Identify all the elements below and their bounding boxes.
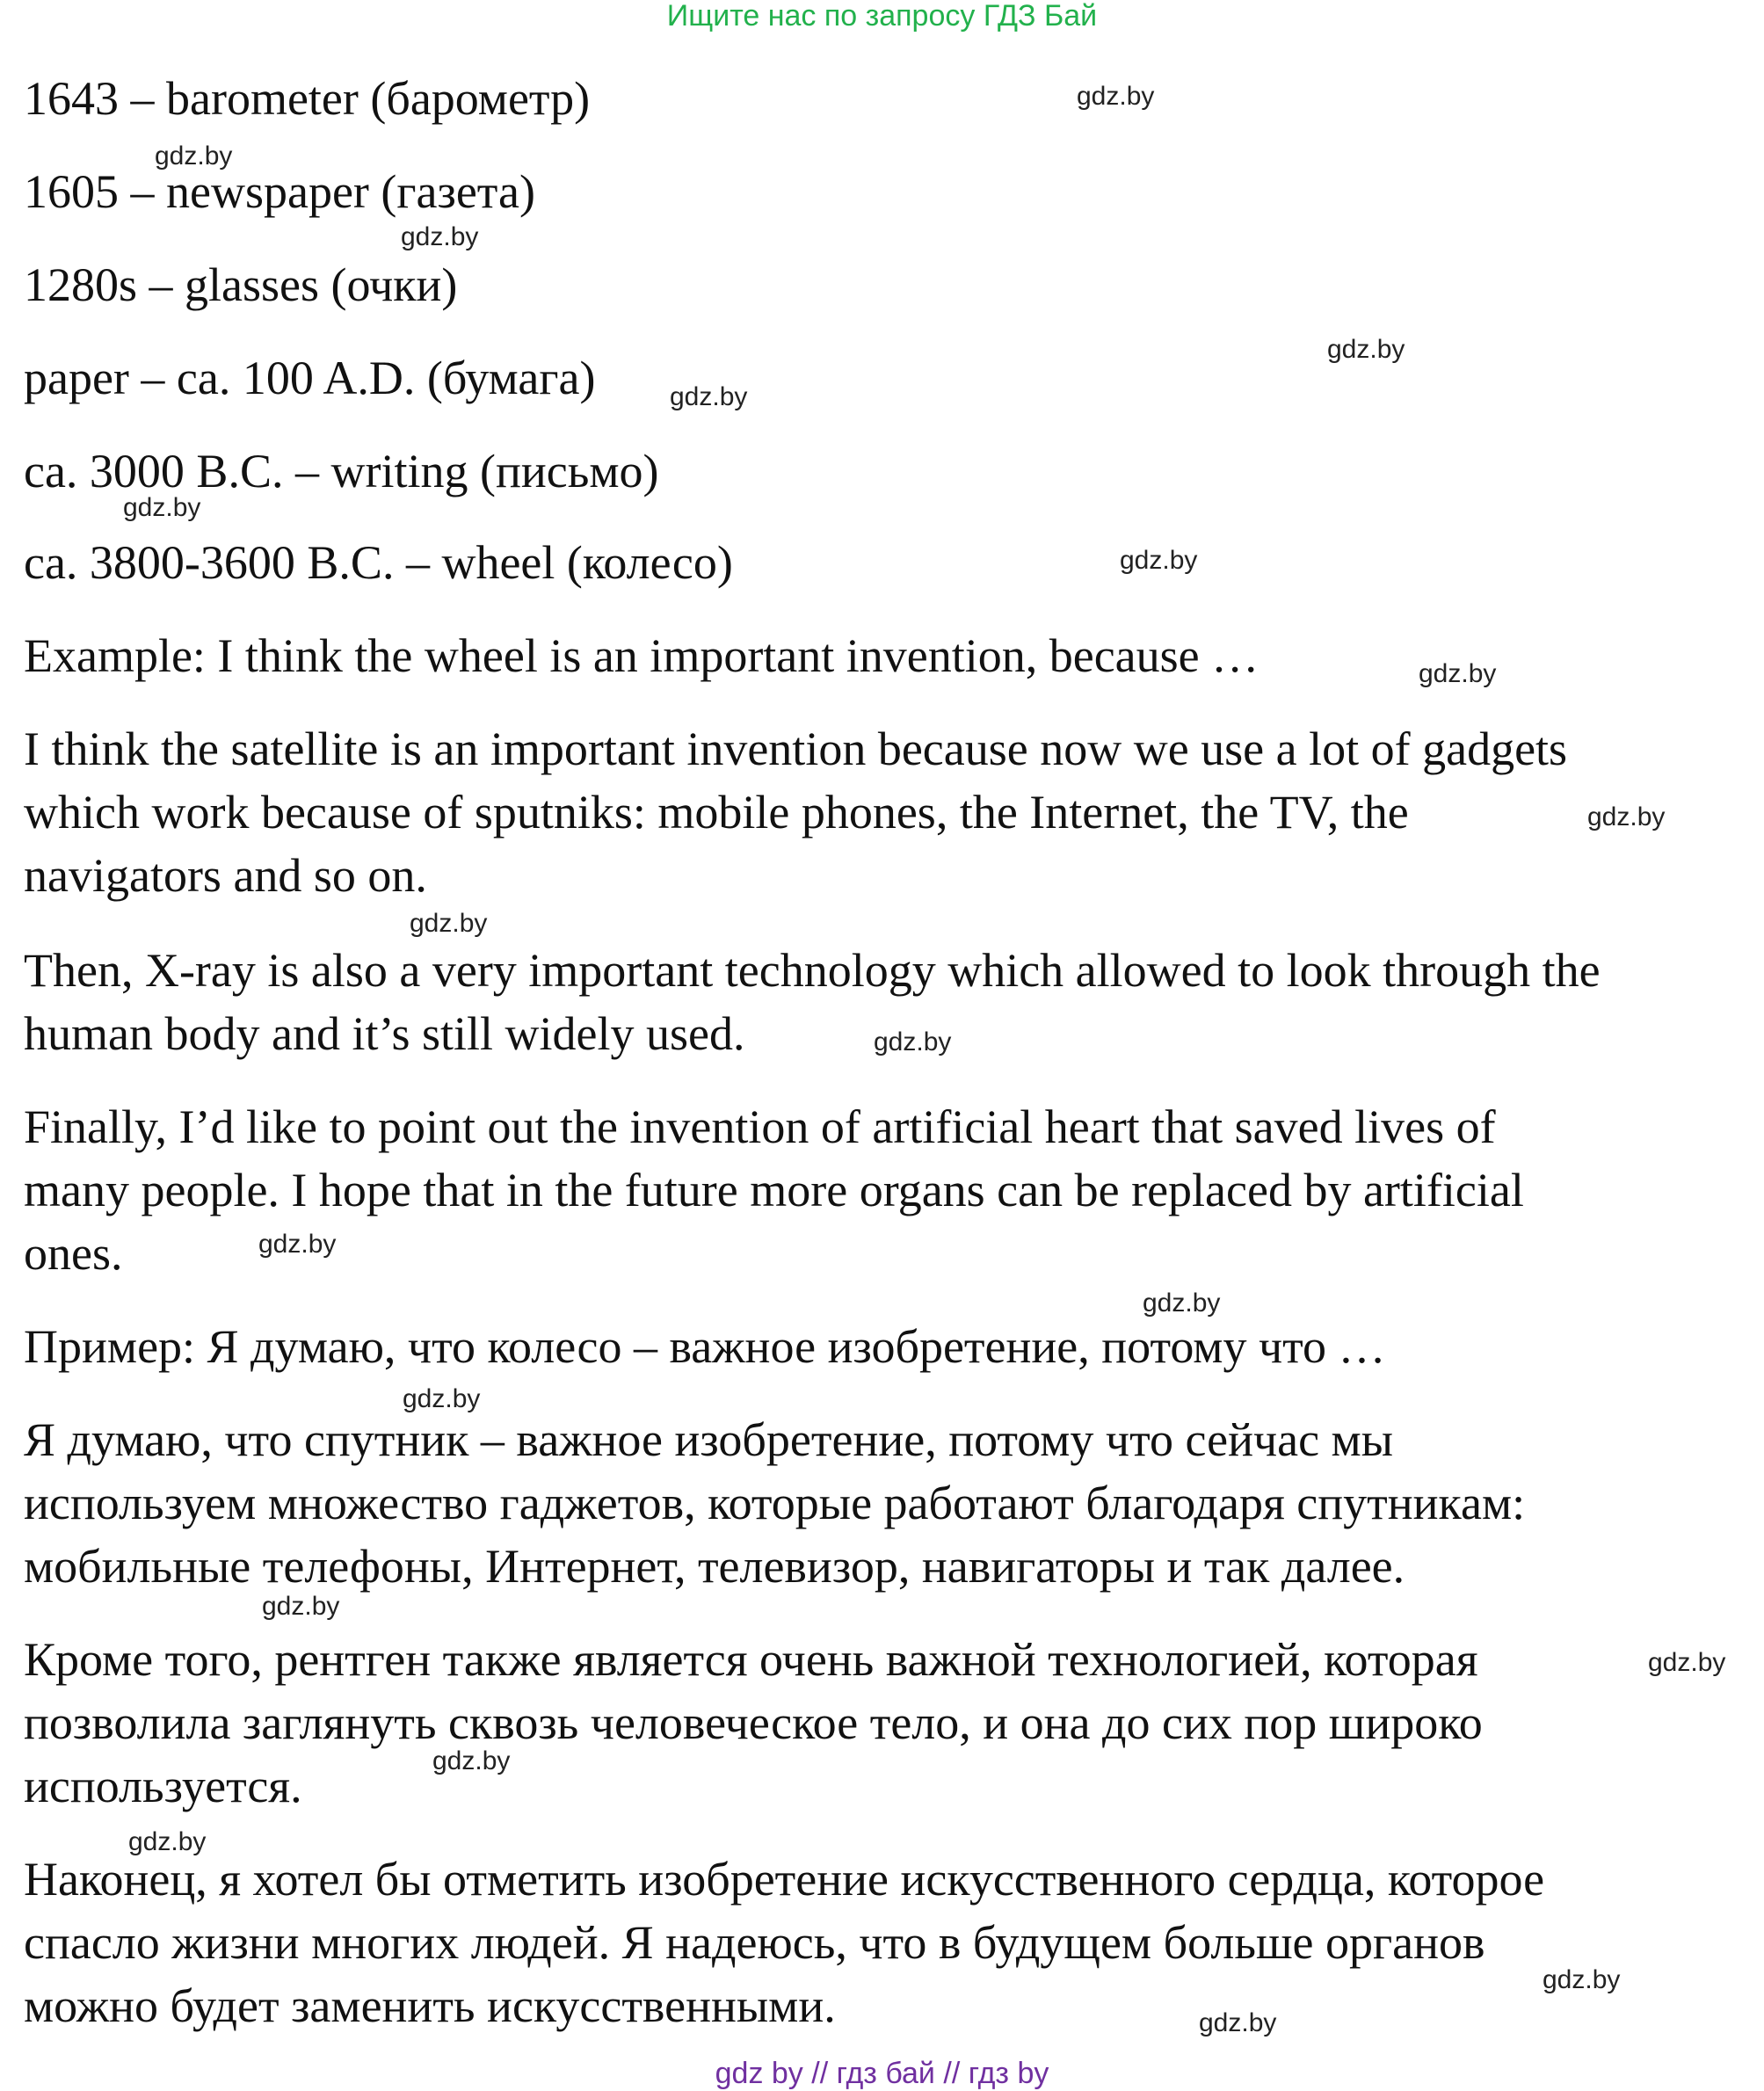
example-en: Example: I think the wheel is an important invention, because … [24, 629, 1259, 682]
watermark: gdz.by [128, 1827, 207, 1856]
paragraph-line: используется. [24, 1760, 302, 1812]
paragraph-line: which work because of sputniks: mobile phones, the Internet, the TV, the [24, 786, 1409, 839]
date-line-newspaper: 1605 – newspaper (газета) [24, 165, 536, 218]
paragraph-line: navigators and so on. [24, 849, 427, 902]
date-line-glasses: 1280s – glasses (очки) [24, 258, 458, 311]
paragraph-line: ones. [24, 1227, 123, 1280]
footer-banner: gdz by // гдз бай // гдз by [715, 2057, 1049, 2090]
ru-paragraph-heart [24, 1848, 1746, 2037]
watermark: gdz.by [401, 222, 479, 251]
watermark: gdz.by [123, 493, 201, 522]
en-paragraph-satellite [24, 717, 1746, 907]
watermark: gdz.by [1587, 802, 1666, 831]
paragraph-line: Finally, I’d like to point out the invention of artificial heart that saved lives of [24, 1100, 1496, 1153]
date-line-barometer: 1643 – barometer (барометр) [24, 72, 591, 125]
paragraph-line: мобильные телефоны, Интернет, телевизор, навигаторы и так далее. [24, 1540, 1405, 1593]
paragraph-line: спасло жизни многих людей. Я надеюсь, что в будущем больше органов [24, 1916, 1485, 1969]
watermark: gdz.by [410, 909, 488, 938]
watermark: gdz.by [1143, 1289, 1221, 1318]
watermark: gdz.by [258, 1230, 337, 1259]
paragraph-line: many people. I hope that in the future more organs can be replaced by artificial [24, 1164, 1524, 1216]
watermark: gdz.by [1648, 1648, 1726, 1677]
paragraph-line: позволила заглянуть сквозь человеческое тело, и она до сих пор широко [24, 1696, 1483, 1749]
date-line-writing: ca. 3000 B.C. – writing (письмо) [24, 445, 659, 497]
header-banner: Ищите нас по запросу ГДЗ Бай [666, 0, 1098, 33]
paragraph-line: Then, X-ray is also a very important technology which allowed to look through the [24, 944, 1601, 997]
watermark: gdz.by [1199, 2008, 1277, 2037]
watermark: gdz.by [155, 142, 233, 171]
paragraph-line: Я думаю, что спутник – важное изобретение, потому что сейчас мы [24, 1413, 1394, 1466]
paragraph-line: используем множество гаджетов, которые работают благодаря спутникам: [24, 1477, 1526, 1529]
watermark: gdz.by [874, 1027, 952, 1056]
watermark: gdz.by [262, 1592, 340, 1621]
example-ru: Пример: Я думаю, что колесо – важное изобретение, потому что … [24, 1320, 1386, 1373]
ru-paragraph-satellite [24, 1408, 1746, 1598]
watermark: gdz.by [432, 1746, 511, 1775]
ru-paragraph-xray [24, 1628, 1746, 1818]
date-line-paper: paper – ca. 100 A.D. (бумага) [24, 352, 596, 404]
watermark: gdz.by [670, 382, 748, 411]
watermark: gdz.by [1120, 546, 1198, 575]
watermark: gdz.by [1327, 335, 1405, 364]
paragraph-line: можно будет заменить искусственными. [24, 1979, 836, 2032]
paragraph-line: I think the satellite is an important invention because now we use a lot of gadgets [24, 722, 1568, 775]
paragraph-line: Кроме того, рентген также является очень важной технологией, которая [24, 1633, 1478, 1686]
watermark: gdz.by [1543, 1965, 1621, 1994]
paragraph-line: human body and it’s still widely used. [24, 1007, 745, 1060]
paragraph-line: Наконец, я хотел бы отметить изобретение искусственного сердца, которое [24, 1853, 1545, 1906]
watermark: gdz.by [403, 1384, 481, 1413]
watermark: gdz.by [1419, 659, 1497, 688]
watermark: gdz.by [1077, 82, 1155, 111]
date-line-wheel: ca. 3800-3600 B.C. – wheel (колесо) [24, 536, 733, 589]
